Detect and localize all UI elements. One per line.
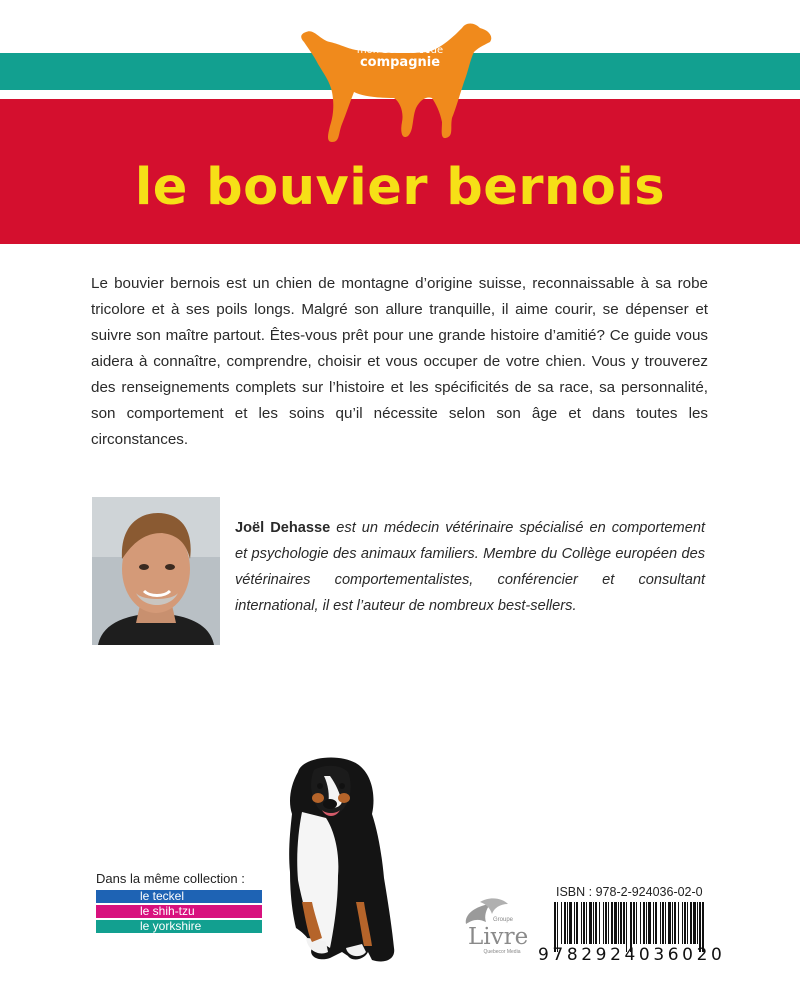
collection-list xyxy=(96,871,262,935)
barcode-bar xyxy=(640,902,641,944)
barcode-bar xyxy=(697,902,698,944)
barcode-bar xyxy=(682,902,683,944)
barcode-bar xyxy=(662,902,664,944)
barcode-bar xyxy=(618,902,619,944)
logo-word-mon: mon xyxy=(356,45,380,56)
barcode-bar xyxy=(576,902,578,944)
barcode-bar xyxy=(569,902,572,944)
collection-item-yorkshire: le yorkshire xyxy=(96,920,262,933)
barcode-bar xyxy=(684,902,686,944)
barcode-bar xyxy=(603,902,604,944)
author-description: est un médecin vétérinaire spécialisé en comportement et psychologie des animaux familiers. Membre du Collège européen des vétérinaires comportementalistes, conférencier et consultant international, il est l’auteur de nombreux best-sellers. xyxy=(235,520,705,614)
barcode-bar xyxy=(589,902,592,944)
collection-item-teckel: le teckel xyxy=(96,890,262,903)
barcode-bar xyxy=(564,902,566,944)
bernese-dog-photo xyxy=(268,752,403,967)
barcode-bar xyxy=(672,902,673,944)
barcode-bar xyxy=(561,902,562,944)
author-name: Joël Dehasse xyxy=(235,520,331,536)
barcode-bar xyxy=(595,902,597,944)
barcode-bar xyxy=(611,902,613,944)
logo-wordmark xyxy=(340,40,460,69)
barcode-bar xyxy=(608,902,609,944)
barcode-bar xyxy=(655,902,657,944)
publisher-subtitle: Quebecor Media xyxy=(483,949,521,955)
barcode-bar xyxy=(665,902,666,944)
barcode-bar xyxy=(567,902,568,944)
barcode-bar xyxy=(678,902,679,944)
book-title: le bouvier bernois xyxy=(134,158,666,217)
barcode-bar xyxy=(605,902,607,944)
logo-word-compagnie: compagnie xyxy=(359,55,441,70)
barcode-bar xyxy=(660,902,661,944)
barcode-bar xyxy=(674,902,676,944)
logo-word-chien: chien xyxy=(379,38,431,58)
barcode-bar xyxy=(693,902,696,944)
barcode-bar xyxy=(623,902,625,944)
barcode-bar xyxy=(633,902,635,944)
author-photo xyxy=(92,497,220,645)
barcode-bar xyxy=(687,902,688,944)
barcode-bar xyxy=(620,902,622,944)
logo-word-de: de xyxy=(430,45,444,56)
barcode-bar xyxy=(599,902,600,944)
collection-item-shih-tzu: le shih-tzu xyxy=(96,905,262,918)
barcode-bar xyxy=(583,902,585,944)
barcode-bar xyxy=(643,902,645,944)
barcode-bar xyxy=(646,902,647,944)
isbn-label: ISBN : 978-2-924036-02-0 xyxy=(556,885,703,899)
barcode-bar xyxy=(636,902,637,944)
collection-heading: Dans la même collection : xyxy=(96,871,245,886)
author-bio xyxy=(235,515,705,619)
barcode-bar xyxy=(653,902,654,944)
barcode-bar xyxy=(593,902,594,944)
barcode-bar xyxy=(648,902,651,944)
barcode-bar xyxy=(614,902,617,944)
barcode-bar xyxy=(586,902,587,944)
barcode-bar xyxy=(668,902,671,944)
barcode-bar xyxy=(574,902,575,944)
publisher-groupe: Groupe xyxy=(492,917,513,923)
book-blurb: Le bouvier bernois est un chien de montagne d’origine suisse, reconnaissable à sa robe tricolore et à ses poils longs. Malgré son allure tranquille, il aime courir, se dépenser et suivre son maître partout. Êtes-vous prêt pour une grande histoire d’amitié? Ce guide vous aidera à connaître, comprendre, choisir et vous occuper de votre chien. Vous y trouverez des renseignements complets sur l’histoire et les spécificités de sa race, sa personnalité, son comportement et les soins qu’il nécessite selon son âge et dans toutes les circonstances. xyxy=(91,275,708,448)
barcode-bar xyxy=(581,902,582,944)
dog-logo-icon xyxy=(296,18,496,144)
isbn-digits: 9782924036020 xyxy=(538,945,726,965)
barcode-bar xyxy=(690,902,692,944)
publisher-name: Livre xyxy=(468,924,529,950)
